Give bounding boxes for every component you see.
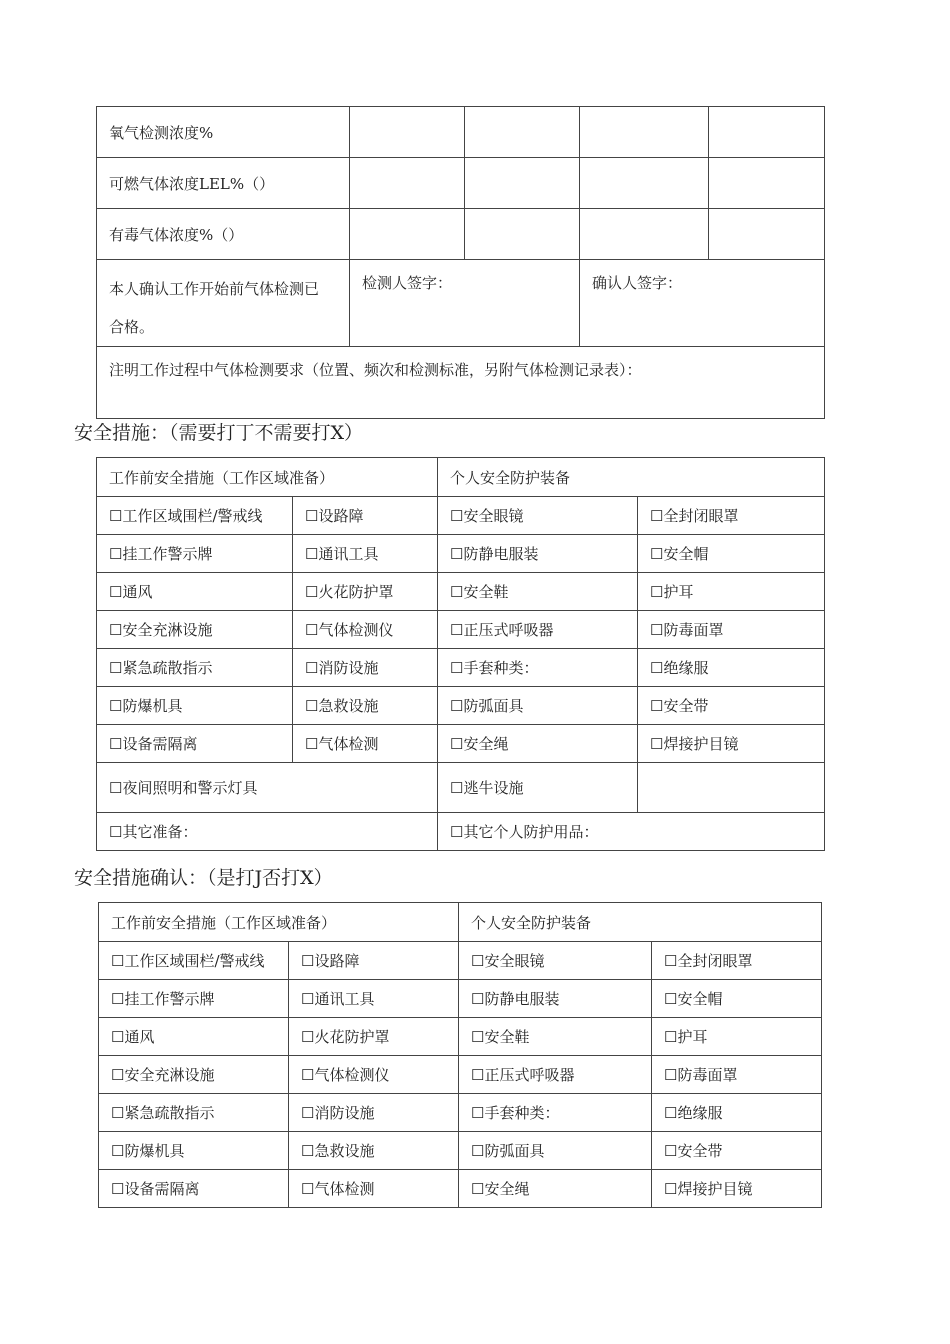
checkbox-item[interactable]: ☐安全绳	[438, 725, 638, 763]
checkbox-item[interactable]: ☐紧急疏散指示	[99, 1094, 289, 1132]
checkbox-item[interactable]: ☐消防设施	[289, 1094, 459, 1132]
work-area-prep-header: 工作前安全措施（工作区域准备）	[97, 458, 438, 497]
table-header-row	[97, 458, 825, 497]
safety-measures-heading: 安全措施：（需要打丁不需要打X）	[74, 422, 364, 444]
table-row	[97, 347, 825, 419]
checkbox-item[interactable]: ☐防静电服装	[438, 535, 638, 573]
checkbox-item[interactable]: ☐挂工作警示牌	[99, 980, 289, 1018]
checkbox-other-ppe[interactable]: ☐其它个人防护用品：	[438, 813, 825, 851]
table-row	[99, 1132, 822, 1170]
confirmer-signature-field[interactable]: 确认人签字：	[580, 260, 825, 347]
toxic-value-cell-2[interactable]	[465, 209, 580, 260]
table-row	[97, 260, 825, 347]
checkbox-item[interactable]: ☐设路障	[289, 942, 459, 980]
table-row	[97, 158, 825, 209]
table-row	[97, 687, 825, 725]
checkbox-item[interactable]: ☐安全帽	[652, 980, 822, 1018]
checkbox-item[interactable]: ☐安全充淋设施	[99, 1056, 289, 1094]
checkbox-item[interactable]: ☐焊接护目镜	[638, 725, 825, 763]
checkbox-item[interactable]: ☐紧急疏散指示	[97, 649, 293, 687]
checkbox-item[interactable]: ☐设路障	[293, 497, 438, 535]
checkbox-item[interactable]: ☐绝缘服	[652, 1094, 822, 1132]
checkbox-item[interactable]: ☐手套种类：	[438, 649, 638, 687]
ppe-header: 个人安全防护装备	[459, 903, 822, 942]
table-row	[97, 649, 825, 687]
toxic-value-cell-4[interactable]	[709, 209, 825, 260]
table-row	[97, 573, 825, 611]
table-row	[97, 725, 825, 763]
checkbox-item[interactable]: ☐气体检测仪	[293, 611, 438, 649]
checkbox-item[interactable]: ☐正压式呼吸器	[459, 1056, 652, 1094]
checkbox-item[interactable]: ☐火花防护罩	[289, 1018, 459, 1056]
checkbox-item[interactable]: ☐护耳	[638, 573, 825, 611]
checkbox-item[interactable]: ☐设备需隔离	[97, 725, 293, 763]
checkbox-item[interactable]: ☐防静电服装	[459, 980, 652, 1018]
checkbox-item[interactable]: ☐气体检测	[289, 1170, 459, 1208]
table-header-row	[99, 903, 822, 942]
checkbox-item[interactable]: ☐护耳	[652, 1018, 822, 1056]
checkbox-item[interactable]: ☐通讯工具	[293, 535, 438, 573]
checkbox-item[interactable]: ☐火花防护罩	[293, 573, 438, 611]
table-row	[97, 535, 825, 573]
toxic-value-cell-3[interactable]	[580, 209, 709, 260]
checkbox-item[interactable]: ☐通讯工具	[289, 980, 459, 1018]
checkbox-item[interactable]: ☐防毒面罩	[652, 1056, 822, 1094]
checkbox-item[interactable]: ☐消防设施	[293, 649, 438, 687]
checkbox-night-lighting[interactable]: ☐夜间照明和警示灯具	[97, 763, 438, 813]
oxygen-value-cell-2[interactable]	[465, 107, 580, 158]
table-row	[99, 1170, 822, 1208]
tester-signature-field[interactable]: 检测人签字：	[350, 260, 580, 347]
checkbox-item[interactable]: ☐设备需隔离	[99, 1170, 289, 1208]
toxic-gas-label: 有毒气体浓度%（）	[97, 209, 350, 260]
table-row	[99, 1094, 822, 1132]
checkbox-item[interactable]: ☐防弧面具	[459, 1132, 652, 1170]
checkbox-item[interactable]: ☐安全带	[652, 1132, 822, 1170]
checkbox-item[interactable]: ☐绝缘服	[638, 649, 825, 687]
table-row	[97, 611, 825, 649]
checkbox-other-preparation[interactable]: ☐其它准备：	[97, 813, 438, 851]
table-row	[97, 763, 825, 813]
checkbox-item[interactable]: ☐急救设施	[289, 1132, 459, 1170]
table-row	[97, 813, 825, 851]
checkbox-item[interactable]: ☐安全眼镜	[438, 497, 638, 535]
safety-measures-table	[96, 457, 825, 851]
checkbox-item[interactable]: ☐正压式呼吸器	[438, 611, 638, 649]
checkbox-item[interactable]: ☐安全鞋	[438, 573, 638, 611]
table-row	[97, 107, 825, 158]
checkbox-item[interactable]: ☐安全充淋设施	[97, 611, 293, 649]
gas-detection-table	[96, 106, 825, 419]
checkbox-item[interactable]: ☐工作区域围栏/警戒线	[99, 942, 289, 980]
toxic-value-cell-1[interactable]	[350, 209, 465, 260]
table-row	[99, 942, 822, 980]
combustible-value-cell-1[interactable]	[350, 158, 465, 209]
safety-confirmation-heading: 安全措施确认：（是打J否打X）	[74, 867, 333, 889]
checkbox-item[interactable]: ☐通风	[97, 573, 293, 611]
ppe-header: 个人安全防护装备	[438, 458, 825, 497]
checkbox-item[interactable]: ☐气体检测仪	[289, 1056, 459, 1094]
checkbox-item[interactable]: ☐防毒面罩	[638, 611, 825, 649]
checkbox-item[interactable]: ☐防爆机具	[99, 1132, 289, 1170]
table-row	[97, 497, 825, 535]
table-row	[99, 1018, 822, 1056]
checkbox-item[interactable]: ☐安全绳	[459, 1170, 652, 1208]
checkbox-item[interactable]: ☐挂工作警示牌	[97, 535, 293, 573]
safety-confirmation-table	[98, 902, 822, 1208]
checkbox-item[interactable]: ☐防弧面具	[438, 687, 638, 725]
checkbox-item[interactable]: ☐安全鞋	[459, 1018, 652, 1056]
oxygen-value-cell-1[interactable]	[350, 107, 465, 158]
table-row	[99, 980, 822, 1018]
checkbox-item[interactable]: ☐焊接护目镜	[652, 1170, 822, 1208]
checkbox-item[interactable]: ☐全封闭眼罩	[652, 942, 822, 980]
checkbox-item[interactable]: ☐工作区域围栏/警戒线	[97, 497, 293, 535]
combustible-value-cell-4[interactable]	[709, 158, 825, 209]
oxygen-value-cell-3[interactable]	[580, 107, 709, 158]
combustible-value-cell-3[interactable]	[580, 158, 709, 209]
gas-test-confirmation-text: 本人确认工作开始前气体检测已 合格。	[97, 260, 350, 347]
table-row	[99, 1056, 822, 1094]
combustible-gas-label: 可燃气体浓度LEL%（）	[97, 158, 350, 209]
empty-cell	[638, 763, 825, 813]
work-area-prep-header: 工作前安全措施（工作区域准备）	[99, 903, 459, 942]
checkbox-item[interactable]: ☐安全眼镜	[459, 942, 652, 980]
oxygen-value-cell-4[interactable]	[709, 107, 825, 158]
checkbox-item[interactable]: ☐通风	[99, 1018, 289, 1056]
checkbox-item[interactable]: ☐全封闭眼罩	[638, 497, 825, 535]
checkbox-item[interactable]: ☐安全带	[638, 687, 825, 725]
checkbox-item[interactable]: ☐安全帽	[638, 535, 825, 573]
checkbox-item[interactable]: ☐急救设施	[293, 687, 438, 725]
checkbox-escape-facilities[interactable]: ☐逃牛设施	[438, 763, 638, 813]
combustible-value-cell-2[interactable]	[465, 158, 580, 209]
gas-test-requirements-note[interactable]: 注明工作过程中气体检测要求（位置、频次和检测标准，另附气体检测记录表）：	[97, 347, 825, 419]
checkbox-item[interactable]: ☐防爆机具	[97, 687, 293, 725]
oxygen-label: 氧气检测浓度%	[97, 107, 350, 158]
checkbox-item[interactable]: ☐手套种类：	[459, 1094, 652, 1132]
checkbox-item[interactable]: ☐气体检测	[293, 725, 438, 763]
table-row	[97, 209, 825, 260]
